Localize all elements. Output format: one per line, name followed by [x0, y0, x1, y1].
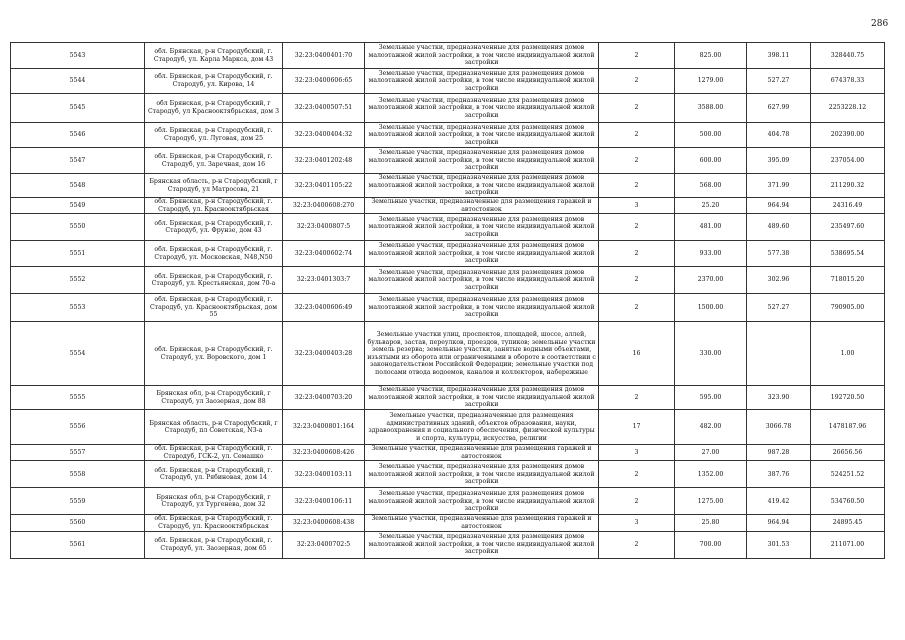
unit-value-cell: 302.96 — [747, 267, 811, 294]
row-number: 5546 — [11, 123, 145, 148]
address-cell: обл. Брянская, р-н Стародубский, г. Стародуб, ул. Рябиновая, дом 14 — [145, 461, 283, 488]
table-row — [11, 531, 885, 558]
table-row — [11, 386, 885, 410]
area-cell: 1275.00 — [675, 488, 747, 515]
cadastral-number-cell: 32:23:0400606:49 — [283, 294, 365, 322]
row-number: 5552 — [11, 267, 145, 294]
table-row — [11, 461, 885, 488]
area-cell: 1279.00 — [675, 69, 747, 94]
address-cell: обл Брянская, р-н Стародубский, г Стародуб, ул Краснооктябрьская, дом 3 — [145, 94, 283, 123]
category-cell: 17 — [599, 410, 675, 445]
address-cell: обл. Брянская, р-н Стародубский, г. Стародуб, ул. Крестьянская, дом 70-а — [145, 267, 283, 294]
cadastral-value-cell: 524251.52 — [811, 461, 885, 488]
cadastral-number-cell: 32:23:0401303:7 — [283, 267, 365, 294]
address-cell: обл. Брянская, р-н Стародубский, г. Стародуб, ул. Карла Маркса, дом 43 — [145, 43, 283, 69]
row-number: 5543 — [11, 43, 145, 69]
cadastral-number-cell: 32:23:0400608:270 — [283, 198, 365, 214]
unit-value-cell: 987.28 — [747, 445, 811, 461]
row-number: 5561 — [11, 531, 145, 558]
unit-value-cell: 527.27 — [747, 69, 811, 94]
area-cell: 1500.00 — [675, 294, 747, 322]
area-cell: 933.00 — [675, 241, 747, 267]
category-cell: 2 — [599, 488, 675, 515]
land-use-cell: Земельные участки, предназначенные для размещения домов малоэтажной жилой застройки, в том числе индивидуальной жилой застройки — [365, 386, 599, 410]
area-cell: 568.00 — [675, 174, 747, 198]
row-number: 5556 — [11, 410, 145, 445]
category-cell: 2 — [599, 241, 675, 267]
cadastral-number-cell: 32:23:0400401:70 — [283, 43, 365, 69]
area-cell: 825.00 — [675, 43, 747, 69]
category-cell: 2 — [599, 294, 675, 322]
row-number: 5558 — [11, 461, 145, 488]
row-number: 5545 — [11, 94, 145, 123]
row-number: 5557 — [11, 445, 145, 461]
land-use-cell: Земельные участки, предназначенные для размещения домов малоэтажной жилой застройки, в том числе индивидуальной жилой застройки — [365, 94, 599, 123]
area-cell: 25.20 — [675, 198, 747, 214]
cadastral-number-cell: 32:23:0400807:5 — [283, 214, 365, 241]
unit-value-cell: 301.53 — [747, 531, 811, 558]
unit-value-cell: 527.27 — [747, 294, 811, 322]
land-use-cell: Земельные участки улиц, проспектов, площадей, шоссе, аллей, бульваров, застав, переулков, проездов, тупиков; земельные участки земель резерва; земельные участки, занятые водными объектами, изъятыми из оборота или ограниченными в обороте в соответствии с законодательством Российской Федерации; земельные участки под полосами отвода водоемов, каналов и коллекторов, набережные — [365, 322, 599, 386]
row-number: 5544 — [11, 69, 145, 94]
row-number: 5559 — [11, 488, 145, 515]
unit-value-cell: 577.38 — [747, 241, 811, 267]
land-use-cell: Земельные участки, предназначенные для размещения гаражей и автостоянок — [365, 445, 599, 461]
land-use-cell: Земельные участки, предназначенные для размещения домов малоэтажной жилой застройки, в том числе индивидуальной жилой застройки — [365, 241, 599, 267]
address-cell: обл. Брянская, р-н Стародубский, г. Стародуб, ул. Кирова, 14 — [145, 69, 283, 94]
row-number: 5553 — [11, 294, 145, 322]
unit-value-cell: 964.94 — [747, 198, 811, 214]
area-cell: 482.00 — [675, 410, 747, 445]
cadastral-number-cell: 32:23:0400507:51 — [283, 94, 365, 123]
land-use-cell: Земельные участки, предназначенные для размещения домов малоэтажной жилой застройки, в том числе индивидуальной жилой застройки — [365, 69, 599, 94]
address-cell: обл. Брянская, р-н Стародубский, г. Стародуб, ул. Воровского, дом 1 — [145, 322, 283, 386]
land-use-cell: Земельные участки, предназначенные для размещения домов малоэтажной жилой застройки, в том числе индивидуальной жилой застройки — [365, 123, 599, 148]
address-cell: обл. Брянская, р-н Стародубский, г. Стародуб, ул. Краснооктябрьская — [145, 198, 283, 214]
unit-value-cell — [747, 322, 811, 386]
cadastral-number-cell: 32:23:0400403:28 — [283, 322, 365, 386]
land-use-cell: Земельные участки, предназначенные для размещения домов малоэтажной жилой застройки, в том числе индивидуальной жилой застройки — [365, 267, 599, 294]
cadastral-number-cell: 32:23:0400606:65 — [283, 69, 365, 94]
row-number: 5548 — [11, 174, 145, 198]
table-row — [11, 214, 885, 241]
table-row — [11, 515, 885, 531]
category-cell: 2 — [599, 214, 675, 241]
cadastral-value-cell: 211071.00 — [811, 531, 885, 558]
address-cell: Брянская обл, р-н Стародубский, г Стародуб, ул Заозерная, дом 88 — [145, 386, 283, 410]
table-row — [11, 241, 885, 267]
cadastral-value-cell: 24316.49 — [811, 198, 885, 214]
address-cell: обл. Брянская, р-н Стародубский, г. Стародуб, ул. Краснооктябрьская, дом 55 — [145, 294, 283, 322]
cadastral-number-cell: 32:23:0400608:426 — [283, 445, 365, 461]
cadastral-number-cell: 32:23:0401202:48 — [283, 148, 365, 174]
page-number: 286 — [871, 19, 889, 29]
category-cell: 16 — [599, 322, 675, 386]
address-cell: Брянская область, р-н Стародубский, г Стародуб, пл Советская, N3-а — [145, 410, 283, 445]
area-cell: 700.00 — [675, 531, 747, 558]
area-cell: 1352.00 — [675, 461, 747, 488]
cadastral-value-cell: 192720.50 — [811, 386, 885, 410]
row-number: 5560 — [11, 515, 145, 531]
cadastral-value-cell: 538695.54 — [811, 241, 885, 267]
unit-value-cell: 489.60 — [747, 214, 811, 241]
unit-value-cell: 387.76 — [747, 461, 811, 488]
cadastral-number-cell: 32:23:0400103:11 — [283, 461, 365, 488]
area-cell: 3588.00 — [675, 94, 747, 123]
unit-value-cell: 627.99 — [747, 94, 811, 123]
area-cell: 330.00 — [675, 322, 747, 386]
address-cell: обл. Брянская, р-н Стародубский, г. Стародуб, ул. Фрунзе, дом 43 — [145, 214, 283, 241]
category-cell: 2 — [599, 174, 675, 198]
unit-value-cell: 323.90 — [747, 386, 811, 410]
address-cell: обл. Брянская, р-н Стародубский, г. Стародуб, ул. Заозерная, дом 65 — [145, 531, 283, 558]
category-cell: 3 — [599, 198, 675, 214]
address-cell: Брянская область, р-н Стародубский, г Стародуб, ул Матросова, 21 — [145, 174, 283, 198]
address-cell: обл. Брянская, р-н Стародубский, г. Стародуб, ул. Краснооктябрьская — [145, 515, 283, 531]
category-cell: 2 — [599, 123, 675, 148]
category-cell: 2 — [599, 94, 675, 123]
cadastral-number-cell: 32:23:0400801:164 — [283, 410, 365, 445]
table-row — [11, 43, 885, 69]
table-row — [11, 198, 885, 214]
area-cell: 500.00 — [675, 123, 747, 148]
land-use-cell: Земельные участки, предназначенные для размещения домов малоэтажной жилой застройки, в том числе индивидуальной жилой застройки — [365, 294, 599, 322]
unit-value-cell: 419.42 — [747, 488, 811, 515]
cadastral-value-table — [10, 42, 885, 559]
cadastral-value-cell: 1.00 — [811, 322, 885, 386]
table-row — [11, 294, 885, 322]
cadastral-value-cell: 790905.00 — [811, 294, 885, 322]
category-cell: 3 — [599, 515, 675, 531]
category-cell: 2 — [599, 148, 675, 174]
land-use-cell: Земельные участки, предназначенные для размещения домов малоэтажной жилой застройки, в том числе индивидуальной жилой застройки — [365, 43, 599, 69]
unit-value-cell: 395.09 — [747, 148, 811, 174]
table-row — [11, 148, 885, 174]
area-cell: 481.00 — [675, 214, 747, 241]
land-use-cell: Земельные участки, предназначенные для размещения гаражей и автостоянок — [365, 515, 599, 531]
cadastral-number-cell: 32:23:0400608:438 — [283, 515, 365, 531]
cadastral-number-cell: 32:23:0400702:5 — [283, 531, 365, 558]
cadastral-number-cell: 32:23:0400703:20 — [283, 386, 365, 410]
table-row — [11, 322, 885, 386]
land-use-cell: Земельные участки, предназначенные для размещения административных зданий, объектов образования, науки, здравоохранения и социального обеспечения, физической культуры и спорта, культуры, искусства, религии — [365, 410, 599, 445]
cadastral-number-cell: 32:23:0400404:32 — [283, 123, 365, 148]
row-number: 5551 — [11, 241, 145, 267]
cadastral-number-cell: 32:23:0400106:11 — [283, 488, 365, 515]
table-row — [11, 69, 885, 94]
land-use-cell: Земельные участки, предназначенные для размещения домов малоэтажной жилой застройки, в том числе индивидуальной жилой застройки — [365, 174, 599, 198]
table-row — [11, 94, 885, 123]
land-use-cell: Земельные участки, предназначенные для размещения домов малоэтажной жилой застройки, в том числе индивидуальной жилой застройки — [365, 531, 599, 558]
table-row — [11, 410, 885, 445]
land-use-cell: Земельные участки, предназначенные для размещения домов малоэтажной жилой застройки, в том числе индивидуальной жилой застройки — [365, 148, 599, 174]
unit-value-cell: 371.99 — [747, 174, 811, 198]
category-cell: 2 — [599, 531, 675, 558]
table-row — [11, 174, 885, 198]
row-number: 5554 — [11, 322, 145, 386]
row-number: 5549 — [11, 198, 145, 214]
unit-value-cell: 964.94 — [747, 515, 811, 531]
cadastral-value-cell: 1478187.96 — [811, 410, 885, 445]
address-cell: обл. Брянская, р-н Стародубский, г. Стародуб, ГСК-2, ул. Семашко — [145, 445, 283, 461]
row-number: 5550 — [11, 214, 145, 241]
address-cell: Брянская обл, р-н Стародубский, г Стародуб, ул Тургенева, дом 32 — [145, 488, 283, 515]
category-cell: 2 — [599, 461, 675, 488]
table-body — [11, 43, 885, 559]
cadastral-value-cell: 534760.50 — [811, 488, 885, 515]
area-cell: 25.80 — [675, 515, 747, 531]
category-cell: 2 — [599, 386, 675, 410]
area-cell: 600.00 — [675, 148, 747, 174]
category-cell: 2 — [599, 43, 675, 69]
land-use-cell: Земельные участки, предназначенные для размещения домов малоэтажной жилой застройки, в том числе индивидуальной жилой застройки — [365, 214, 599, 241]
table-row — [11, 488, 885, 515]
cadastral-value-cell: 26656.56 — [811, 445, 885, 461]
unit-value-cell: 3066.78 — [747, 410, 811, 445]
table-row — [11, 267, 885, 294]
cadastral-value-cell: 235497.60 — [811, 214, 885, 241]
address-cell: обл. Брянская, р-н Стародубский, г. Стародуб, ул. Московская, N48,N50 — [145, 241, 283, 267]
cadastral-value-cell: 211290.32 — [811, 174, 885, 198]
category-cell: 2 — [599, 69, 675, 94]
cadastral-value-cell: 202390.00 — [811, 123, 885, 148]
row-number: 5547 — [11, 148, 145, 174]
cadastral-value-cell: 237054.00 — [811, 148, 885, 174]
cadastral-value-cell: 2253228.12 — [811, 94, 885, 123]
category-cell: 3 — [599, 445, 675, 461]
cadastral-value-cell: 718015.20 — [811, 267, 885, 294]
cadastral-value-cell: 674378.33 — [811, 69, 885, 94]
row-number: 5555 — [11, 386, 145, 410]
cadastral-value-cell: 24895.45 — [811, 515, 885, 531]
table-row — [11, 445, 885, 461]
area-cell: 595.00 — [675, 386, 747, 410]
area-cell: 27.00 — [675, 445, 747, 461]
unit-value-cell: 404.78 — [747, 123, 811, 148]
land-use-cell: Земельные участки, предназначенные для размещения домов малоэтажной жилой застройки, в том числе индивидуальной жилой застройки — [365, 488, 599, 515]
area-cell: 2370.00 — [675, 267, 747, 294]
land-use-cell: Земельные участки, предназначенные для размещения домов малоэтажной жилой застройки, в том числе индивидуальной жилой застройки — [365, 461, 599, 488]
cadastral-number-cell: 32:23:0401105:22 — [283, 174, 365, 198]
table-row — [11, 123, 885, 148]
cadastral-value-cell: 328440.75 — [811, 43, 885, 69]
land-use-cell: Земельные участки, предназначенные для размещения гаражей и автостоянок — [365, 198, 599, 214]
unit-value-cell: 398.11 — [747, 43, 811, 69]
address-cell: обл. Брянская, р-н Стародубский, г. Стародуб, ул. Заречная, дом 16 — [145, 148, 283, 174]
category-cell: 2 — [599, 267, 675, 294]
address-cell: обл. Брянская, р-н Стародубский, г. Стародуб, ул. Луговая, дом 25 — [145, 123, 283, 148]
cadastral-number-cell: 32:23:0400602:74 — [283, 241, 365, 267]
